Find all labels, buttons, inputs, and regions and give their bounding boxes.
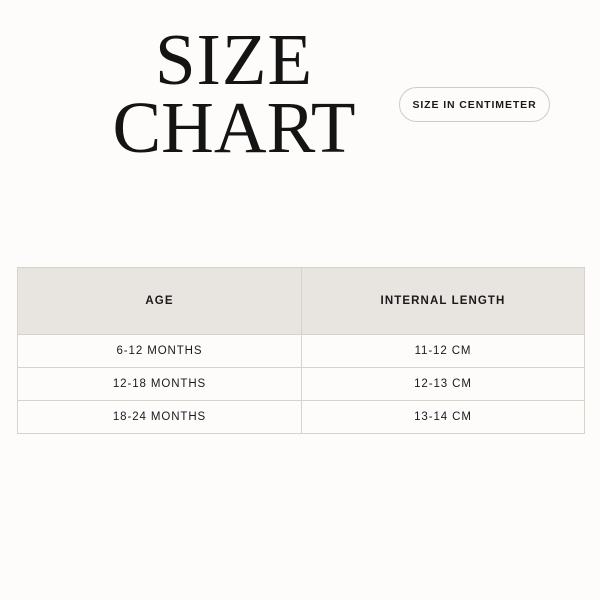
cell-internal-length: 12-13 CM <box>302 368 585 401</box>
cell-internal-length: 11-12 CM <box>302 335 585 368</box>
page-title-line-1: SIZE <box>154 19 314 100</box>
cell-age: 12-18 MONTHS <box>18 368 302 401</box>
column-header-age: AGE <box>18 268 302 335</box>
cell-age: 6-12 MONTHS <box>18 335 302 368</box>
table-row <box>18 401 585 434</box>
column-header-internal-length: INTERNAL LENGTH <box>302 268 585 335</box>
cell-age: 18-24 MONTHS <box>18 401 302 434</box>
table-header-row <box>18 268 585 335</box>
size-table-wrapper <box>17 267 584 434</box>
table-row <box>18 368 585 401</box>
unit-badge <box>399 87 550 122</box>
cell-internal-length: 13-14 CM <box>302 401 585 434</box>
page-title <box>84 19 384 168</box>
unit-badge-label: SIZE IN CENTIMETER <box>412 98 537 111</box>
size-table <box>17 267 585 434</box>
page-title-line-2: CHART <box>112 86 356 168</box>
header <box>0 19 600 196</box>
table-row <box>18 335 585 368</box>
